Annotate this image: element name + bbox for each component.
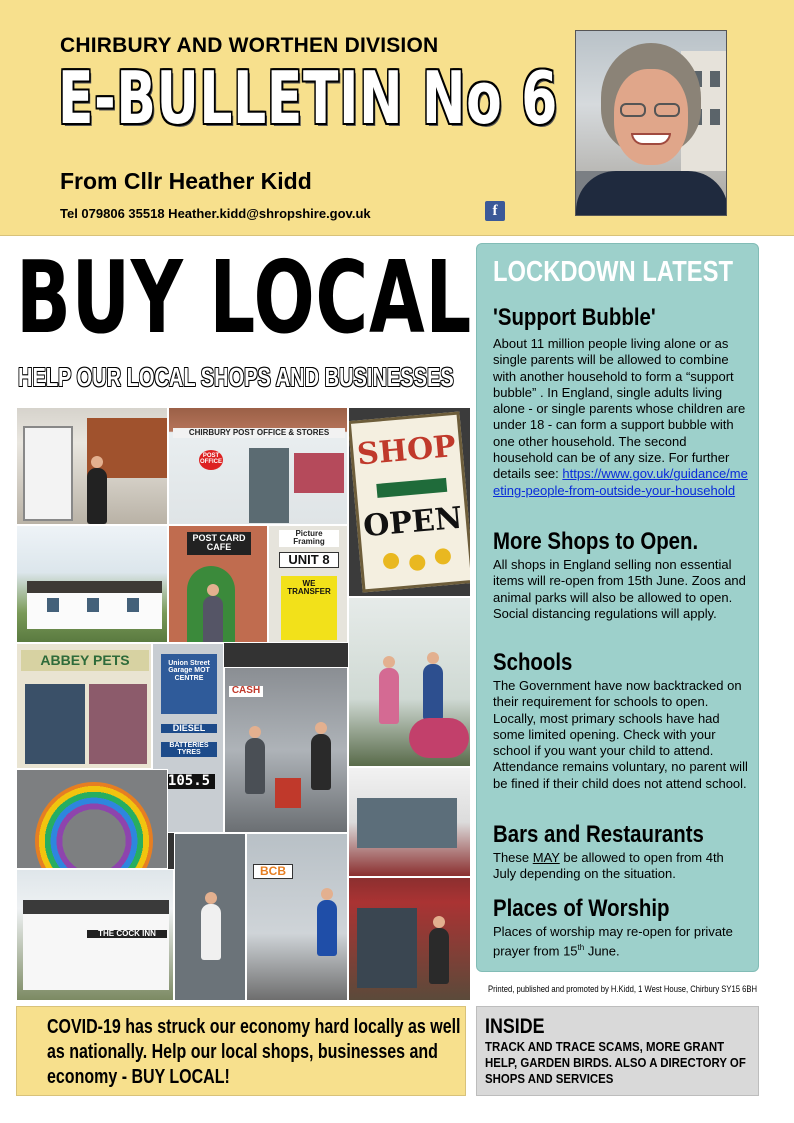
councillor-portrait [575,30,727,216]
photo-rainbow [16,769,168,869]
photo-man-lawnmower [224,667,348,833]
unit8-sign: UNIT 8 [279,552,339,568]
support-bubble-heading: 'Support Bubble' [493,304,656,331]
we-transfer-sign: WE TRANSFER [281,576,337,640]
from-line: From Cllr Heather Kidd [60,168,312,194]
photo-cock-inn [16,869,174,1001]
imprint-note: Printed, published and promoted by H.Kidd, 1 West House, Chirbury SY15 6BH [488,984,758,994]
help-subheadline: HELP OUR LOCAL SHOPS AND BUSINESSES [18,362,454,392]
division-title: CHIRBURY AND WORTHEN DIVISION [60,34,439,57]
photo-butcher [174,833,246,1001]
lockdown-title: LOCKDOWN LATEST [493,256,733,288]
photo-shop-front [16,407,168,525]
covid-message-box [16,1006,466,1096]
support-bubble-body [493,336,748,499]
postcard-cafe-sign: POST CARD CAFE [187,532,251,555]
photo-cottage [16,525,168,643]
photo-shop-interior [348,767,471,877]
buy-local-headline: BUY LOCAL [16,239,472,356]
batteries-sign: BATTERIES TYRES [161,742,217,757]
fuel-price: 105.5 [163,774,215,789]
picture-framing-sign: Picture Framing [279,530,339,547]
bcb-sign: BCB [253,864,293,879]
lockdown-latest-panel [476,243,759,972]
photo-post-office [168,407,348,525]
open-sign-text: OPEN [361,500,464,545]
more-shops-body: All shops in England selling non essential items will re-open from 15th June. Zoos and animal parks will also be allowed to open. Social distancing regulations will apply. [493,557,746,621]
cock-inn-sign: THE COCK INN [87,930,167,938]
cash-sign: CASH [229,686,263,697]
contact-line: Tel 079806 35518 Heather.kidd@shropshire.gov.uk [60,206,371,221]
bars-restaurants-heading: Bars and Restaurants [493,821,704,848]
facebook-icon[interactable]: f [485,201,505,221]
more-shops-heading: More Shops to Open. [493,528,699,555]
bulletin-title: E-BULLETIN No 6 [58,56,559,140]
gov-guidance-link[interactable]: https://www.gov.uk/guidance/meeting-people-from-outside-your-household [493,466,748,498]
photo-people-plants [348,597,471,767]
garage-sign: Union Street Garage MOT CENTRE [161,654,217,714]
places-worship-body: Places of worship may re-open for private prayer from 15th June. [493,924,733,959]
photo-bcb [246,833,348,1001]
shops-photo-collage [16,407,471,1001]
shop-sign-text: SHOP [355,428,458,473]
photo-unit8 [268,525,348,643]
support-bubble-text: About 11 million people living alone or as single parents will be allowed to combine with another household to form a “support bubble” . In England, single adults living alone - or single parents whose children are under 18 - can form a support bubble with one other household. The second household can be of any size. For further details see: [493,336,746,482]
places-worship-heading: Places of Worship [493,895,670,922]
photo-abbey-pets [16,643,152,769]
inside-box [476,1006,759,1096]
inside-contents: TRACK AND TRACE SCAMS, MORE GRANT HELP, GARDEN BIRDS. ALSO A DIRECTORY OF SHOPS AND SERVICES [485,1039,746,1086]
inside-title: INSIDE [485,1015,545,1038]
diesel-sign: DIESEL [161,724,217,733]
photo-shop-open-sign [348,407,471,597]
bars-restaurants-body: These MAY be allowed to open from 4th July depending on the situation. [493,850,724,882]
schools-heading: Schools [493,649,573,676]
photo-ironmongers [348,877,471,1001]
post-office-sign: CHIRBURY POST OFFICE & STORES [173,428,345,438]
photo-postcard-cafe [168,525,268,643]
covid-message: COVID-19 has struck our economy hard locally as well as nationally. Help our local shops, businesses and economy - BUY LOCAL! [47,1016,461,1088]
schools-body: The Government have now backtracked on their requirement for schools to open. Locally, most primary schools have had some limited opening. Check with your school if you want your child to attend. Attendance remains voluntary, no parent will be fined if their child does not attend school. [493,678,748,791]
post-office-box: POST OFFICE [199,450,223,470]
header-banner [0,0,794,236]
abbey-pets-sign: ABBEY PETS [21,650,149,671]
